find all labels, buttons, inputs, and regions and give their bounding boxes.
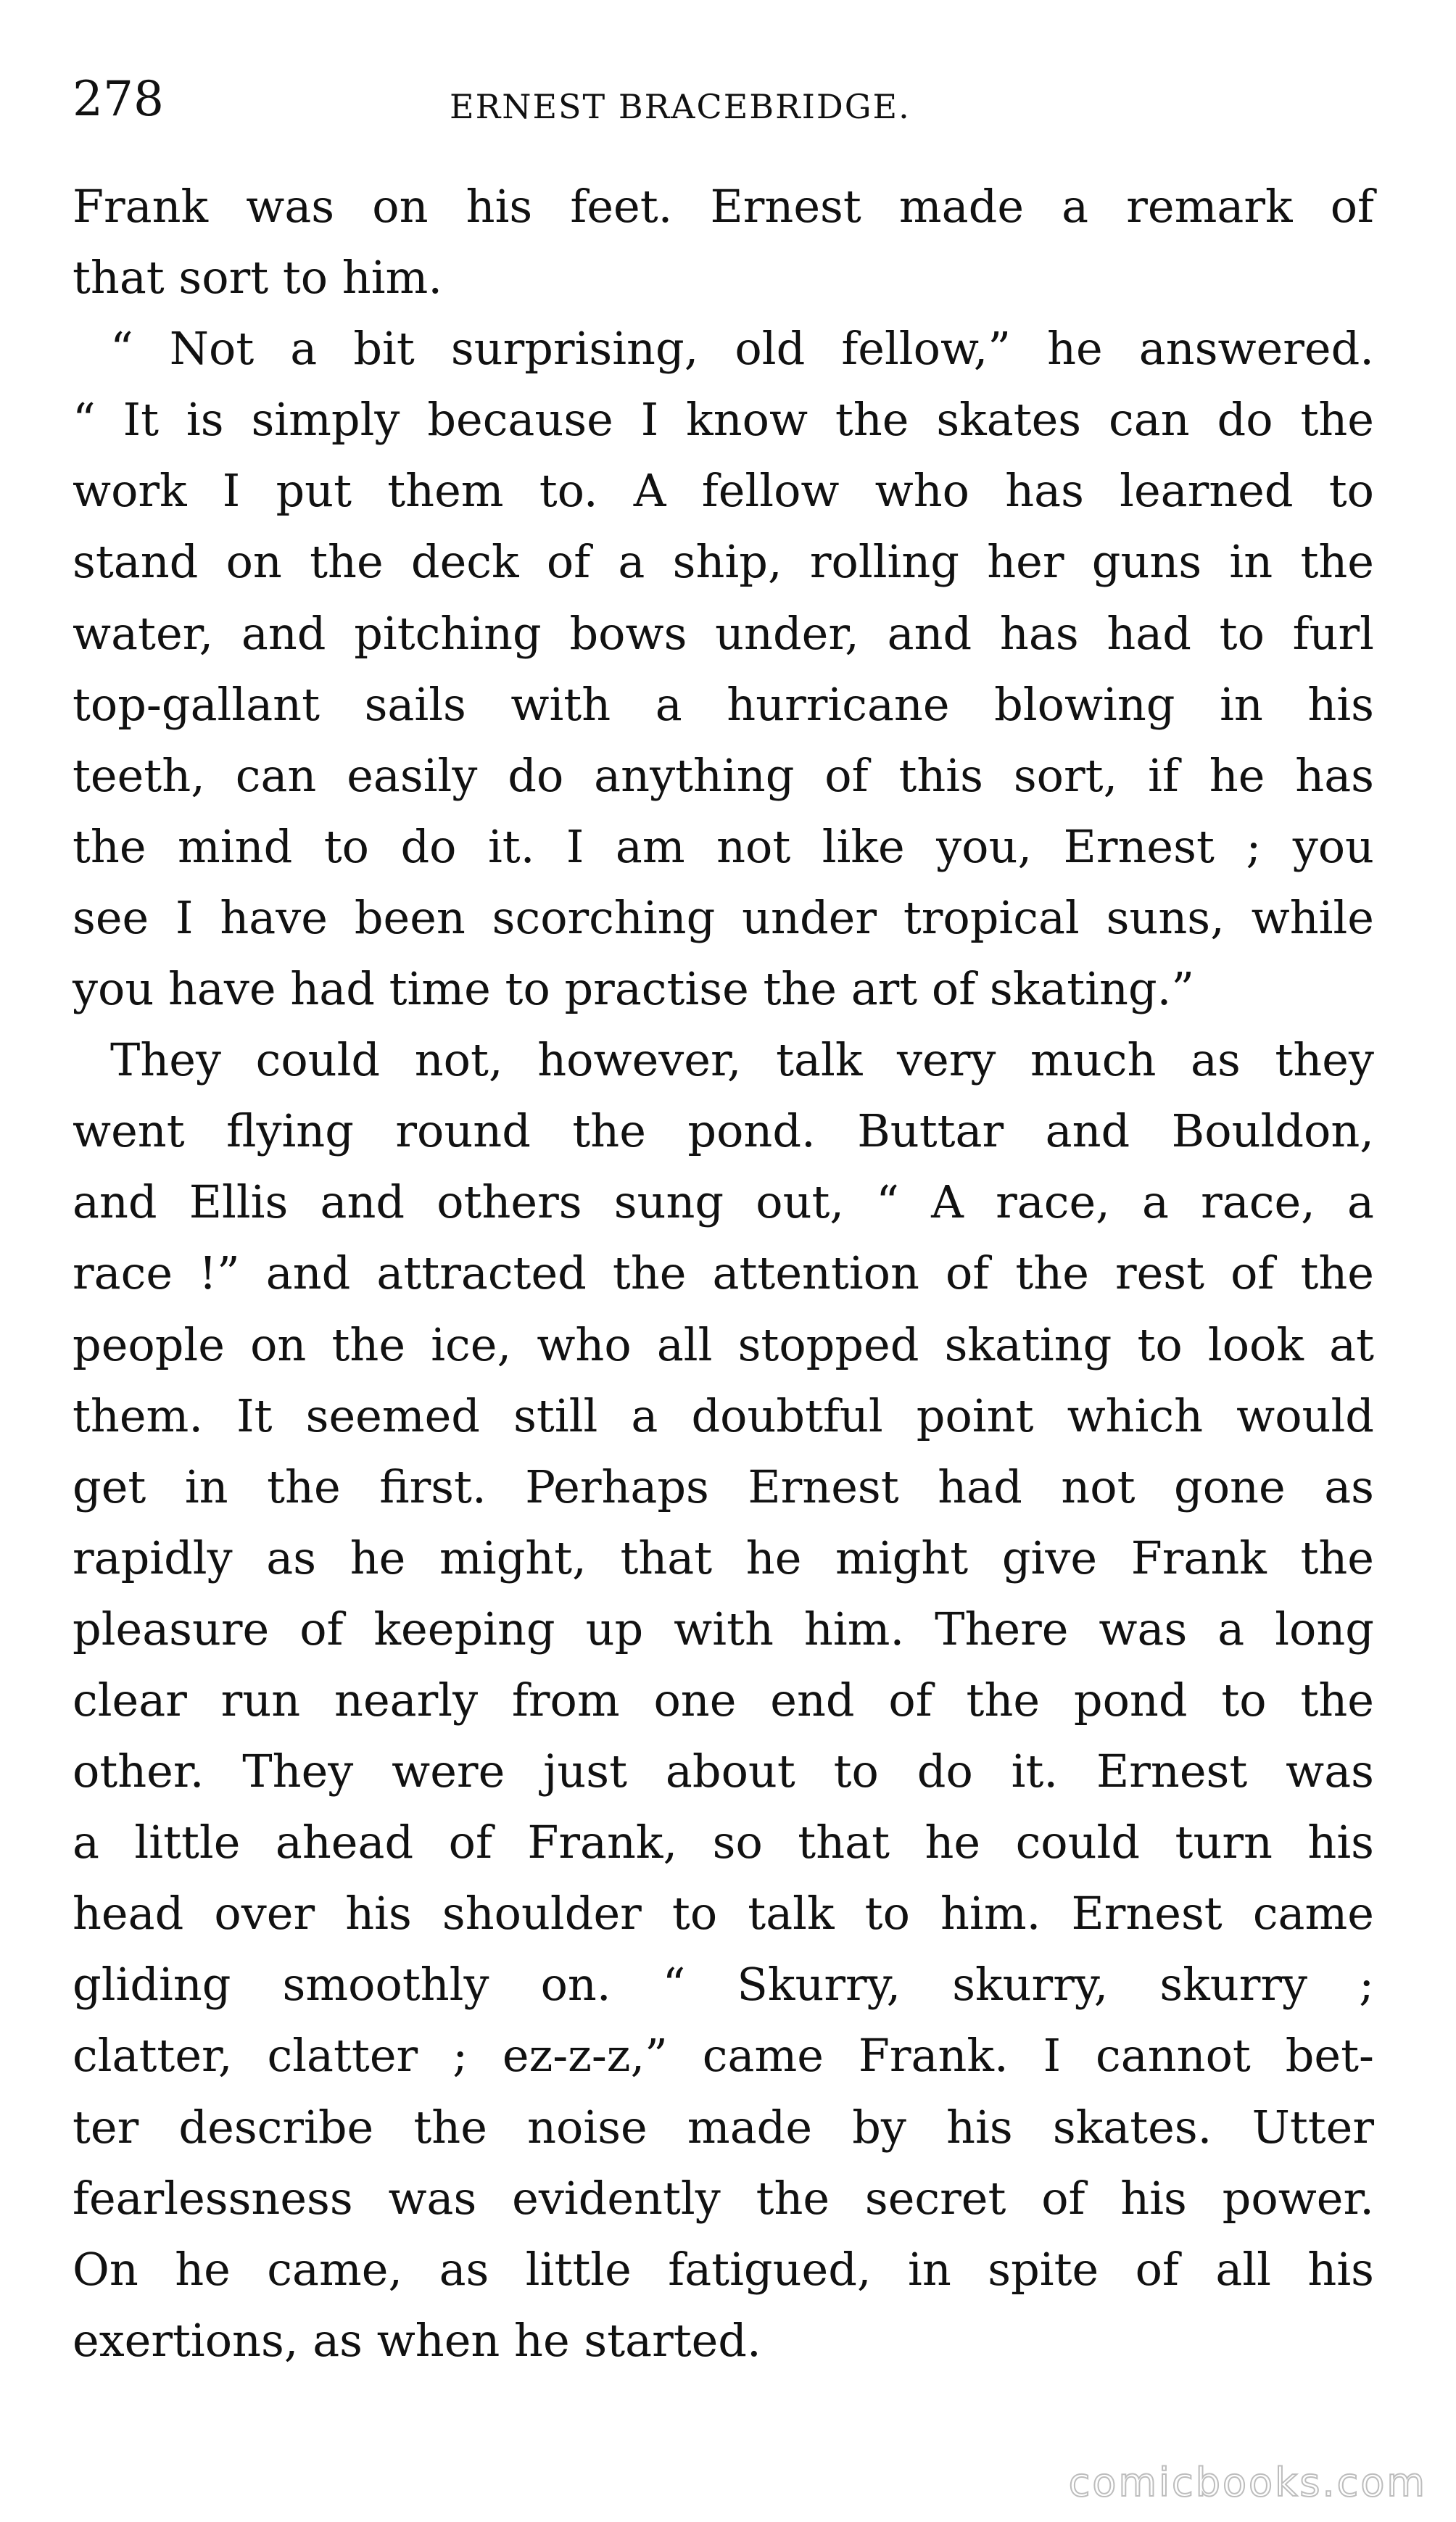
text-line: head over his shoulder to talk to him. Ernest came: [73, 1887, 1374, 1940]
text-line: them. It seemed still a doubtful point which would: [73, 1389, 1374, 1442]
text-line: a little ahead of Frank, so that he could turn his: [73, 1816, 1374, 1869]
text-line: top-gallant sails with a hurricane blowing in his: [73, 677, 1374, 731]
text-line: you have had time to practise the art of skating.”: [73, 962, 1195, 1016]
text-line: “ Not a bit surprising, old fellow,” he answered.: [110, 322, 1374, 376]
page-number: 278: [73, 71, 164, 127]
text-line: went flying round the pond. Buttar and Bouldon,: [73, 1104, 1374, 1158]
text-line: race !” and attracted the attention of the rest of the: [73, 1246, 1374, 1300]
text-line: and Ellis and others sung out, “ A race, a race, a: [73, 1175, 1374, 1229]
text-line: They could not, however, talk very much as they: [110, 1033, 1374, 1087]
text-line: people on the ice, who all stopped skating to look at: [73, 1318, 1374, 1371]
text-line: Frank was on his feet. Ernest made a remark of: [73, 180, 1374, 233]
text-line: teeth, can easily do anything of this sort, if he has: [73, 748, 1374, 802]
text-line: stand on the deck of a ship, rolling her guns in the: [73, 535, 1374, 589]
text-line: “ It is simply because I know the skates can do the: [73, 393, 1374, 447]
body-text: [73, 171, 1374, 2376]
text-line: the mind to do it. I am not like you, Ernest ; you: [73, 819, 1374, 873]
text-line: gliding smoothly on. “ Skurry, skurry, skurry ;: [73, 1958, 1374, 2012]
text-line: clatter, clatter ; ez-z-z,” came Frank. I cannot bet-: [73, 2029, 1374, 2083]
watermark: comicbooks.com: [1068, 2460, 1427, 2505]
text-line: On he came, as little fatigued, in spite of all his: [73, 2242, 1374, 2296]
text-line: ter describe the noise made by his skates. Utter: [73, 2100, 1374, 2154]
text-line: water, and pitching bows under, and has had to furl: [73, 606, 1374, 660]
text-line: pleasure of keeping up with him. There was a long: [73, 1602, 1374, 1655]
text-line: clear run nearly from one end of the pond to the: [73, 1673, 1374, 1727]
text-line: that sort to him.: [73, 251, 443, 305]
text-line: work I put them to. A fellow who has learned to: [73, 464, 1374, 518]
text-line: fearlessness was evidently the secret of his power.: [73, 2171, 1374, 2225]
text-line: see I have been scorching under tropical suns, while: [73, 890, 1374, 944]
text-line: exertions, as when he started.: [73, 2313, 761, 2367]
text-line: other. They were just about to do it. Ernest was: [73, 1745, 1374, 1798]
running-header: [73, 67, 1374, 132]
running-title: ERNEST BRACEBRIDGE.: [450, 87, 911, 126]
text-line: get in the first. Perhaps Ernest had not gone as: [73, 1460, 1374, 1513]
text-line: rapidly as he might, that he might give Frank the: [73, 1531, 1374, 1584]
